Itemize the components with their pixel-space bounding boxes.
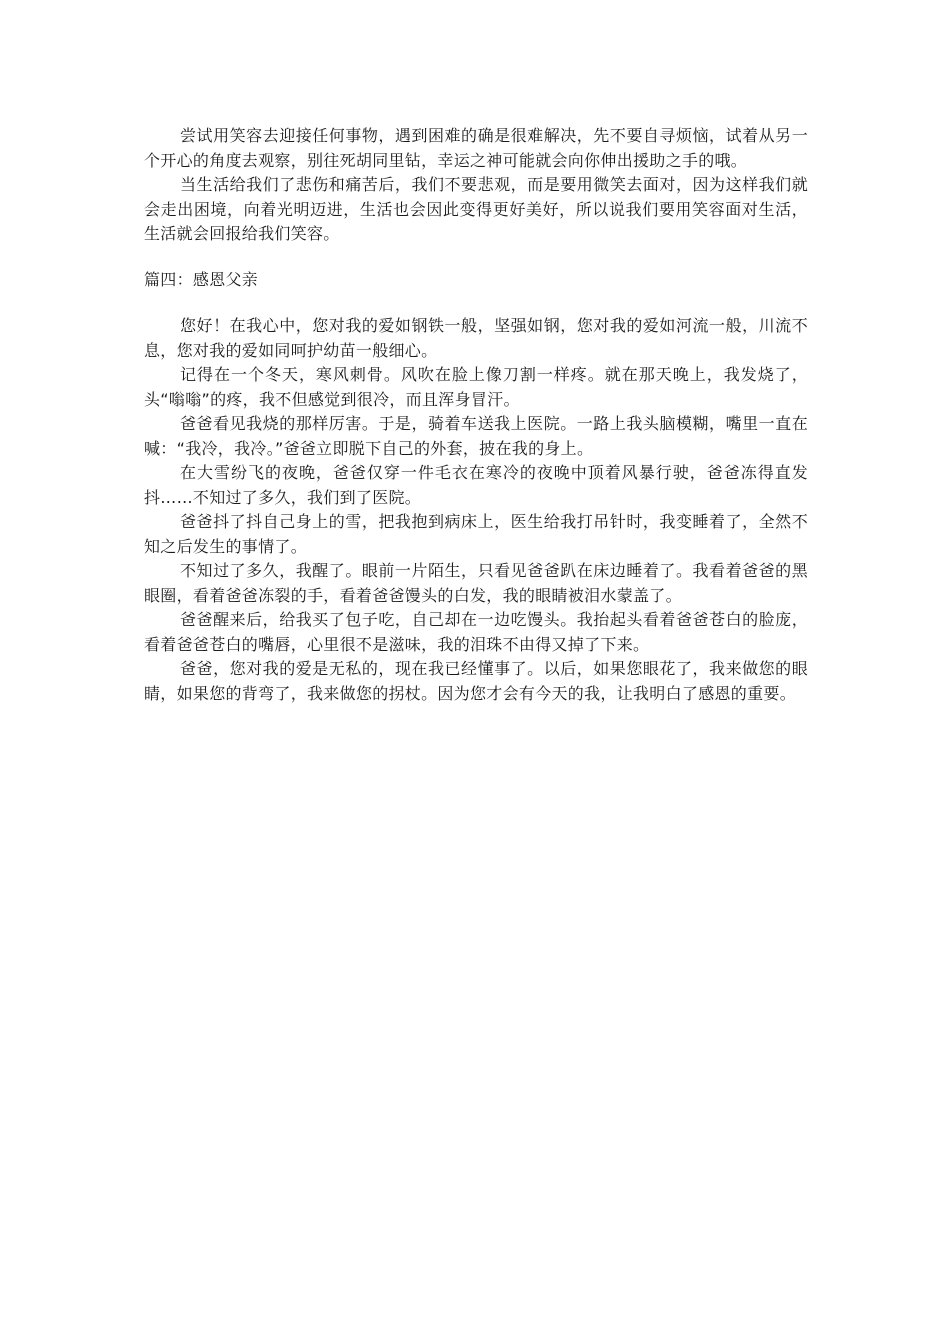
section-paragraph: 爸爸看见我烧的那样厉害。于是，骑着车送我上医院。一路上我头脑模糊，嘴里一直在喊：“我冷，我冷。”爸爸立即脱下自己的外套，披在我的身上。 — [144, 414, 808, 458]
section-paragraph: 您好！在我心中，您对我的爱如钢铁一般，坚强如钢，您对我的爱如河流一般，川流不息，您对我的爱如同呵护幼苗一般细心。 — [144, 316, 808, 360]
section-paragraph: 爸爸醒来后，给我买了包子吃，自己却在一边吃馒头。我抬起头看着爸爸苍白的脸庞，看着爸爸苍白的嘴唇，心里很不是滋味，我的泪珠不由得又掉了下来。 — [144, 610, 808, 654]
section-paragraph: 在大雪纷飞的夜晚，爸爸仅穿一件毛衣在寒冷的夜晚中顶着风暴行驶，爸爸冻得直发抖……不知过了多久，我们到了医院。 — [144, 463, 808, 507]
section-paragraph: 不知过了多久，我醒了。眼前一片陌生，只看见爸爸趴在床边睡着了。我看着爸爸的黑眼圈，看着爸爸冻裂的手，看着爸爸馒头的白发，我的眼睛被泪水蒙盖了。 — [144, 561, 808, 605]
section-paragraph: 爸爸，您对我的爱是无私的，现在我已经懂事了。以后，如果您眼花了，我来做您的眼睛，如果您的背弯了，我来做您的拐杖。因为您才会有今天的我，让我明白了感恩的重要。 — [144, 659, 808, 703]
section-paragraph: 记得在一个冬天，寒风刺骨。风吹在脸上像刀割一样疼。就在那天晚上，我发烧了，头“嗡嗡”的疼，我不但感觉到很冷，而且浑身冒汗。 — [144, 365, 808, 409]
document-body — [144, 124, 808, 706]
section-title: 篇四：感恩父亲 — [144, 269, 259, 289]
intro-paragraph: 尝试用笑容去迎接任何事物，遇到困难的确是很难解决，先不要自寻烦恼，试着从另一个开心的角度去观察，别往死胡同里钻，幸运之神可能就会向你伸出援助之手的哦。 — [144, 126, 808, 170]
section-spacer — [144, 292, 808, 314]
intro-paragraph: 当生活给我们了悲伤和痛苦后，我们不要悲观，而是要用微笑去面对，因为这样我们就会走出困境，向着光明迈进，生活也会因此变得更好美好，所以说我们要用笑容面对生活，生活就会回报给我们笑容。 — [144, 175, 808, 243]
section-paragraph: 爸爸抖了抖自己身上的雪，把我抱到病床上，医生给我打吊针时，我变睡着了，全然不知之后发生的事情了。 — [144, 512, 808, 556]
